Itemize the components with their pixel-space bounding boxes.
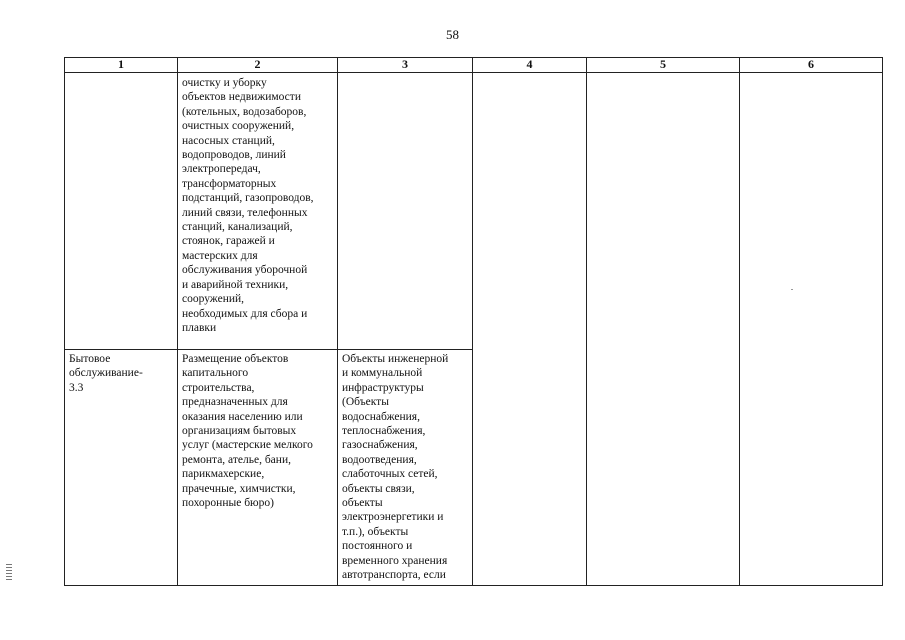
cell-text-line: (котельных, водозаборов, [182,105,307,118]
cell-text-line: Бытовое [69,353,111,365]
cell-text-line: водопроводов, линий [182,149,286,162]
cell-text-line: станций, канализаций, [182,221,293,234]
cell-text-line: парикмахерские, [182,468,265,481]
cell-text-line: теплоснабжения, [342,425,426,438]
cell-text-line: временного хранения [342,554,448,567]
cell-text-line: 3.3 [69,381,84,394]
cell-text-line: стоянок, гаражей и [182,235,275,248]
cell-text-line: плавки [182,321,217,334]
cell-text-line: похоронные бюро) [182,497,274,510]
col5-cell [587,73,740,586]
table-row [65,73,883,350]
cell-text-line: и аварийной техники, [182,278,289,291]
cell-text-line: прачечные, химчистки, [182,482,296,495]
cell-text-line: автотранспорта, если [342,569,446,582]
cell-text-line: насосных станций, [182,134,275,147]
cell-text-line: обслуживание- [69,367,143,380]
row2-col2-cell [178,350,338,586]
cell-text-line: объекты связи, [342,482,415,495]
row2-col1-cell [65,350,178,586]
cell-text-line: газоснабжения, [342,439,418,452]
row1-col3-cell [338,73,473,350]
cell-text-line: строительства, [182,381,255,394]
col6-cell [740,73,883,586]
page-number: 58 [446,27,459,42]
cell-text-line: подстанций, газопроводов, [182,192,314,205]
column-header-2: 2 [178,58,338,73]
cell-text-line: капитального [182,367,249,380]
scan-speck [791,289,793,290]
cell-text-line: (Объекты [342,396,389,409]
cell-text-line: Объекты инженерной [342,353,449,365]
cell-text-line: очистных сооружений, [182,120,295,133]
cell-text-line: электроэнергетики и [342,511,444,524]
column-header-3: 3 [338,58,473,73]
cell-text-line: водоотведения, [342,453,417,466]
cell-text-line: объектов недвижимости [182,91,301,104]
cell-text-line: очистку и уборку [182,77,267,89]
col4-cell [473,73,587,586]
cell-text-line: водоснабжения, [342,410,420,423]
cell-text-line: инфраструктуры [342,381,424,394]
cell-text-line: слаботочных сетей, [342,468,438,481]
cell-text-line: предназначенных для [182,396,288,409]
cell-text-line: обслуживания уборочной [182,264,308,277]
row2-col3-cell [338,350,473,586]
row1-col1-cell [65,73,178,350]
scan-margin-mark [6,564,12,580]
table-header-row [65,58,883,73]
cell-text-line: услуг (мастерские мелкого [182,439,313,452]
column-header-5: 5 [587,58,740,73]
regulations-table [64,57,883,586]
cell-text-line: электропередач, [182,163,261,176]
cell-text-line: трансформаторных [182,177,277,190]
cell-text-line: т.п.), объекты [342,525,409,538]
column-header-4: 4 [473,58,587,73]
cell-text-line: необходимых для сбора и [182,307,308,320]
cell-text-line: ремонта, ателье, бани, [182,453,291,466]
cell-text-line: объекты [342,497,383,510]
column-header-6: 6 [740,58,883,73]
cell-text-line: и коммунальной [342,367,423,380]
column-header-1: 1 [65,58,178,73]
cell-text-line: постоянного и [342,540,413,553]
cell-text-line: оказания населению или [182,410,303,423]
cell-text-line: сооружений, [182,293,245,306]
cell-text-line: линий связи, телефонных [182,206,308,219]
row1-col2-cell [178,73,338,350]
cell-text-line: Размещение объектов [182,353,289,365]
cell-text-line: мастерских для [182,249,258,262]
cell-text-line: организациям бытовых [182,425,297,438]
